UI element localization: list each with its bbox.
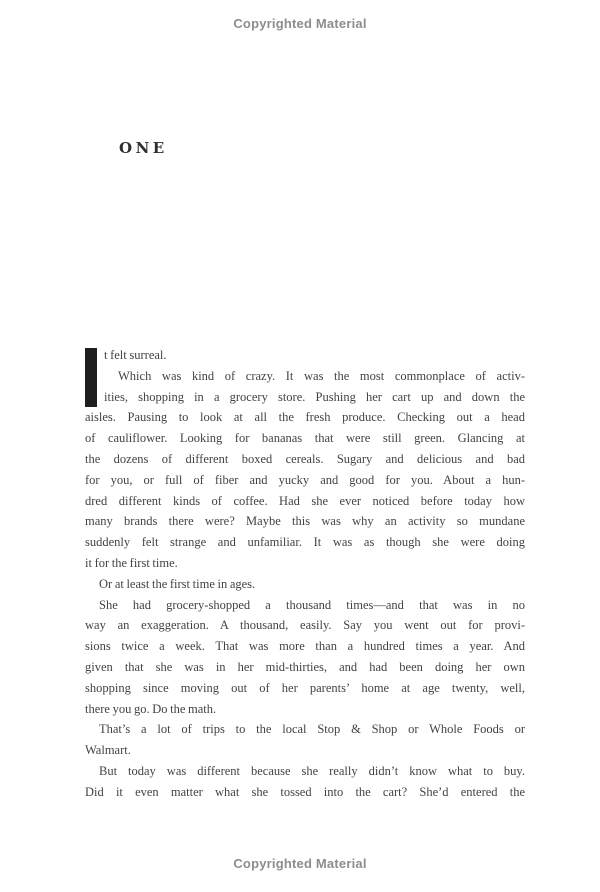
drop-cap-letter: [85, 348, 97, 407]
text-line: t felt surreal.: [104, 348, 167, 362]
text-line: But today was different because she really didn’t know what to buy.: [99, 763, 525, 778]
text-line: dred different kinds of coffee. Had she ever noticed before today how: [85, 493, 525, 508]
text-line: suddenly felt strange and unfamiliar. It was as though she were doing: [85, 535, 525, 550]
chapter-heading: ONE: [119, 139, 168, 157]
copyright-notice-top: Copyrighted Material: [233, 16, 367, 31]
text-line: way an exaggeration. A thousand, easily. Say you went out for provi-: [85, 618, 525, 633]
text-line: the dozens of different boxed cereals. Sugary and delicious and bad: [85, 451, 525, 466]
text-line: Walmart.: [85, 743, 131, 758]
text-line: shopping since moving out of her parents’ home at age twenty, well,: [85, 680, 525, 695]
text-line: aisles. Pausing to look at all the fresh produce. Checking out a head: [85, 410, 525, 425]
text-line: That’s a lot of trips to the local Stop & Shop or Whole Foods or: [99, 722, 525, 737]
text-line: Which was kind of crazy. It was the most commonplace of activ-: [118, 368, 525, 383]
text-lines: [85, 345, 525, 803]
copyright-notice-bottom: Copyrighted Material: [233, 856, 367, 871]
text-line: Did it even matter what she tossed into the cart? She’d entered the: [85, 784, 525, 799]
text-line: She had grocery-shopped a thousand times—and that was in no: [99, 597, 525, 612]
text-line: ities, shopping in a grocery store. Pushing her cart up and down the: [104, 389, 525, 404]
text-line: given that she was in her mid-thirties, and had been doing her own: [85, 659, 525, 674]
text-line: there you go. Do the math.: [85, 701, 217, 716]
body-text-block: [85, 345, 525, 803]
text-line: Or at least the first time in ages.: [99, 576, 256, 591]
text-line: it for the first time.: [85, 555, 178, 570]
text-line: for you, or full of fiber and yucky and good for you. About a hun-: [85, 472, 525, 487]
text-line: sions twice a week. That was more than a hundred times a year. And: [85, 639, 525, 654]
text-line: many brands there were? Maybe this was why an activity so mundane: [85, 514, 525, 529]
text-line: of cauliflower. Looking for bananas that were still green. Glancing at: [85, 431, 525, 446]
